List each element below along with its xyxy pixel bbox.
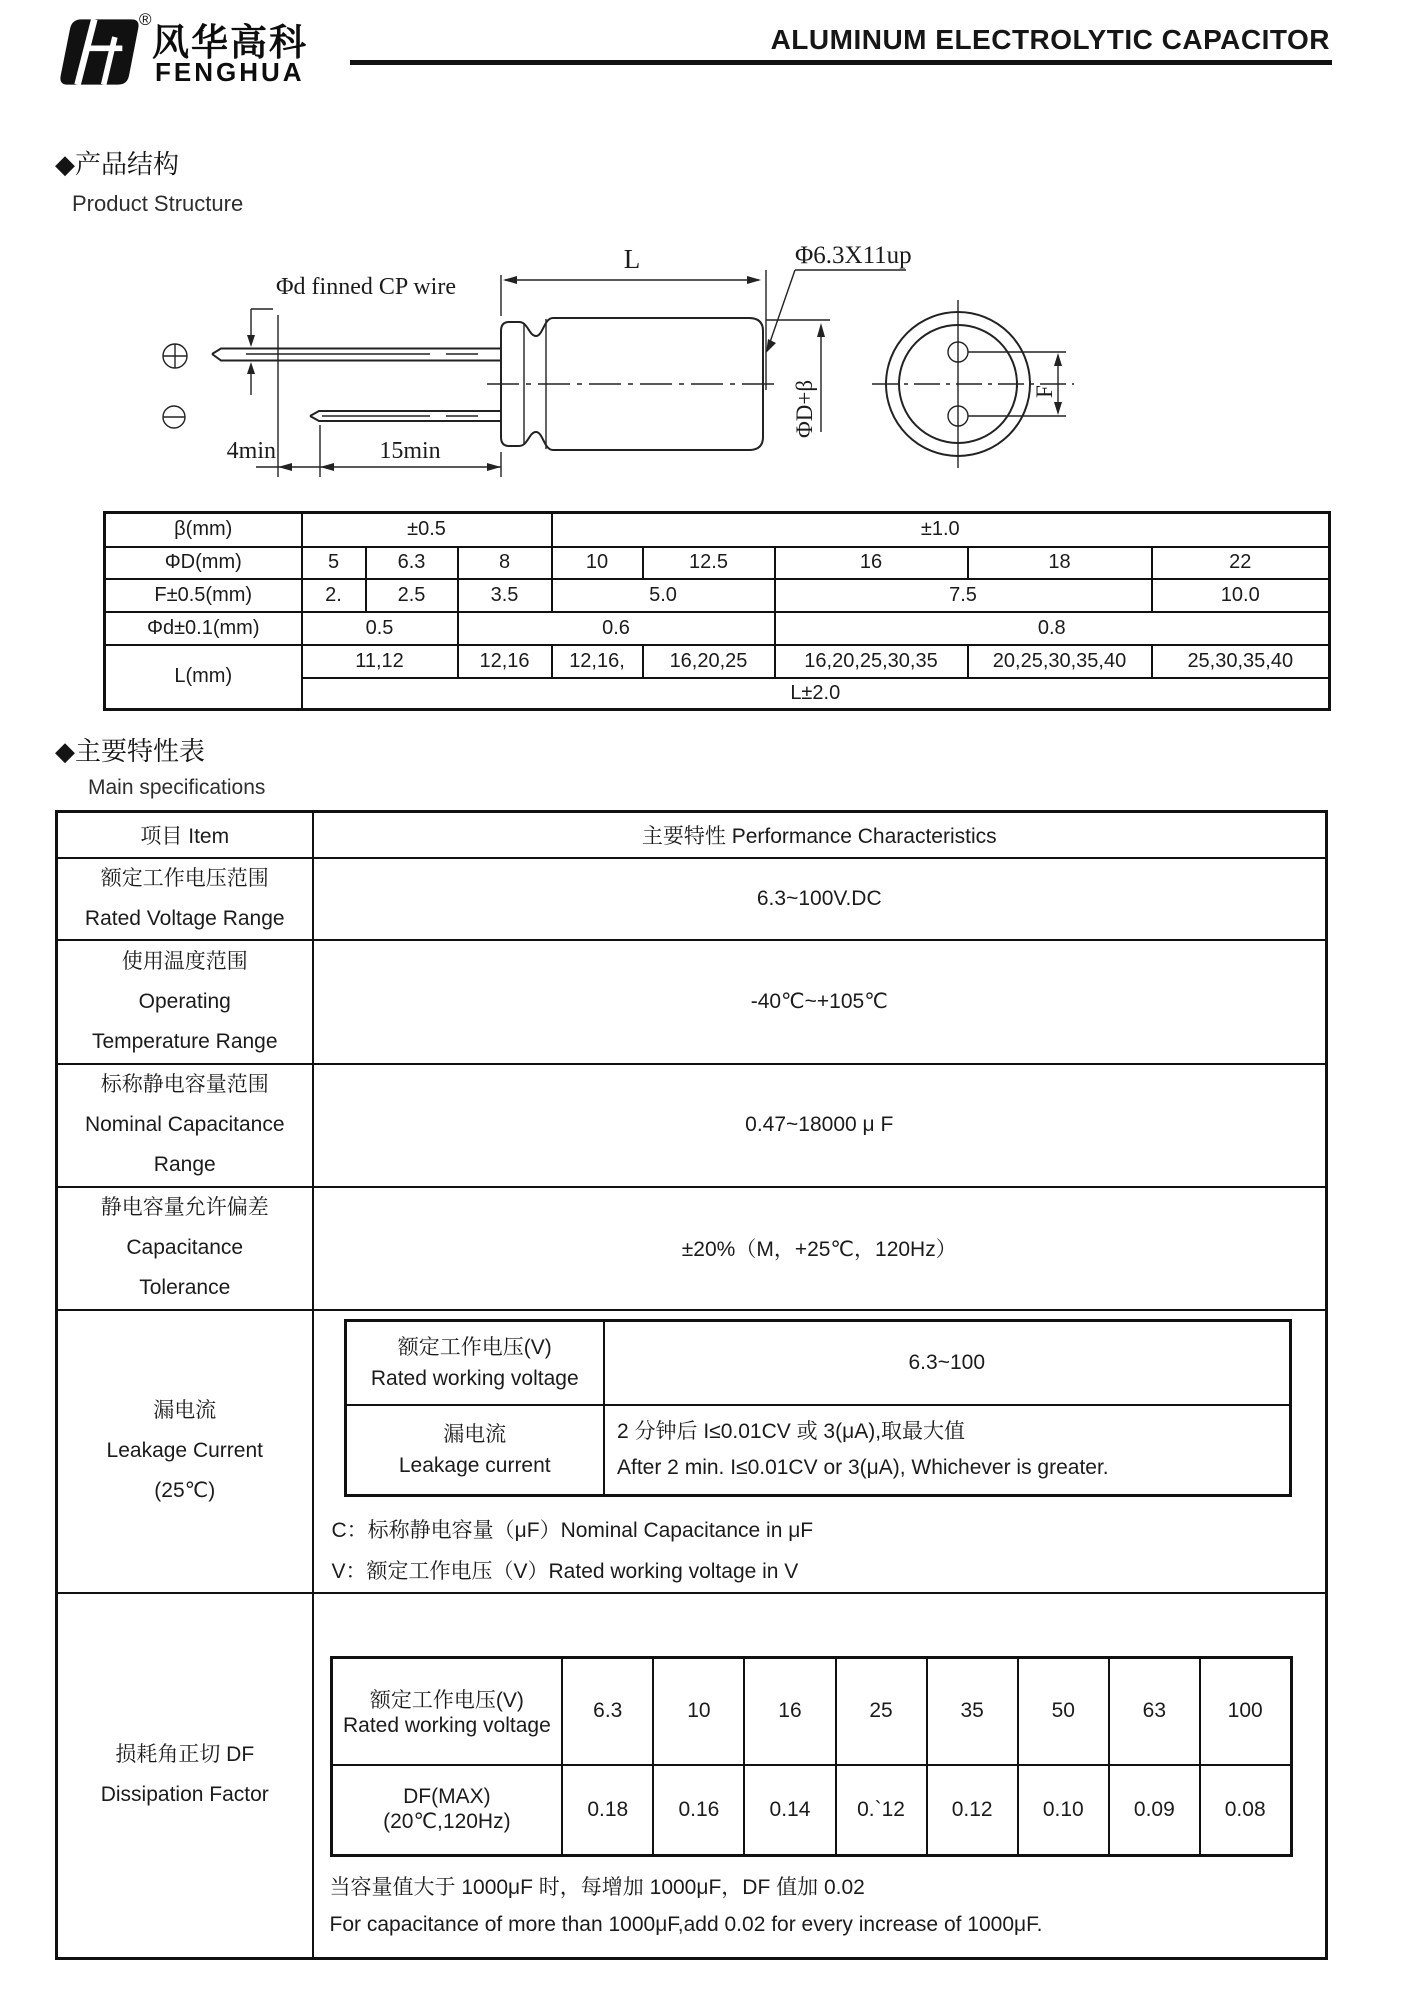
capacitance-label: 标称静电容量范围 Nominal Capacitance Range	[57, 1064, 313, 1187]
diameter-row: ΦD(mm) 5 6.3 8 10 12.5 16 18 22	[105, 547, 1330, 579]
leakage-voltage-label: 额定工作电压(V) Rated working voltage	[345, 1320, 604, 1405]
tolerance-row	[57, 1187, 1327, 1310]
leakage-current-label: 漏电流 Leakage current	[345, 1405, 604, 1495]
dissipation-label: 损耗角正切 DF Dissipation Factor	[57, 1593, 313, 1959]
header-item: 项目 Item	[57, 812, 313, 858]
leakage-value-cell	[313, 1310, 1327, 1593]
polarity-minus-icon	[163, 406, 185, 428]
brand-name-chinese: 风华高科	[152, 22, 308, 63]
spec-header-row	[57, 812, 1327, 858]
leakage-label: 漏电流 Leakage Current (25℃)	[57, 1310, 313, 1593]
length-dimension	[501, 270, 766, 390]
capacitor-body	[487, 318, 779, 450]
section-heading-main-specs-en: Main specifications	[88, 776, 266, 799]
lead-diameter-dimension	[247, 309, 273, 395]
sleeve-leader-line	[766, 270, 906, 353]
rated-voltage-label: 额定工作电压范围 Rated Voltage Range	[57, 858, 313, 940]
section-heading-main-specs-cn: ◆主要特性表	[55, 736, 205, 766]
section-heading-product-structure-en: Product Structure	[72, 191, 244, 216]
row-label: β(mm)	[105, 513, 302, 547]
dissipation-notes: 当容量值大于 1000μF 时，每增加 1000μF，DF 值加 0.02 For capacitance of more than 1000μF,add 0.02 for every increase of 1000μF.	[329, 1875, 1043, 1936]
df-max-label: DF(MAX) (20℃,120Hz)	[331, 1765, 562, 1855]
polarity-plus-icon	[163, 344, 187, 368]
lead-min15-label: 15min	[379, 438, 441, 464]
tolerance-value: ±20%（M，+25℃，120Hz）	[313, 1187, 1327, 1310]
beta-row: β(mm) ±0.5 ±1.0	[105, 513, 1330, 547]
main-specifications-table	[55, 810, 1328, 1960]
wire-diameter-row: Φd±0.1(mm) 0.5 0.6 0.8	[105, 612, 1330, 645]
brand-name-english: FENGHUA	[155, 57, 305, 87]
lead-wire-label: Φd finned CP wire	[276, 274, 456, 300]
lead-min4-label: 4min	[226, 438, 276, 464]
body-diameter-label: ΦD+β	[792, 379, 817, 438]
fenghua-logo-icon	[57, 16, 141, 88]
leakage-row	[57, 1310, 1327, 1593]
dimension-table	[103, 511, 1331, 711]
leakage-current-rule: 2 分钟后 I≤0.01CV 或 3(μA),取最大值 After 2 min. I≤0.01CV or 3(μA), Whichever is greater.	[604, 1405, 1290, 1495]
dissipation-row	[57, 1593, 1327, 1959]
dissipation-nested-table: 额定工作电压(V) Rated working voltage 6.3 10 16 25 35 50 63 100 DF(MAX) (20℃,120Hz) 0.18 0.16 0.14 0.`12 0.12 0.10 0.09 0.08	[330, 1656, 1293, 1857]
rated-voltage-row	[57, 858, 1327, 940]
capacitance-row	[57, 1064, 1327, 1187]
row-label: F±0.5(mm)	[105, 579, 302, 612]
leakage-notes: C：标称静电容量（μF）Nominal Capacitance in μF V：额定工作电压（V）Rated working voltage in V	[331, 1518, 814, 1583]
leakage-voltage-value: 6.3~100	[604, 1320, 1290, 1405]
leakage-nested-table	[344, 1319, 1292, 1497]
product-structure-diagram	[0, 235, 1411, 490]
page-title: ALUMINUM ELECTROLYTIC CAPACITOR	[770, 24, 1330, 55]
rated-voltage-value: 6.3~100V.DC	[313, 858, 1327, 940]
tolerance-label: 静电容量允许偏差 Capacitance Tolerance	[57, 1187, 313, 1310]
capacitance-value: 0.47~18000 μ F	[313, 1064, 1327, 1187]
lead-spacing-label: F	[1032, 385, 1057, 398]
section-heading-product-structure-cn: ◆产品结构	[55, 149, 179, 179]
df-voltage-label: 额定工作电压(V) Rated working voltage	[331, 1657, 562, 1765]
registered-trademark-icon: ®	[139, 10, 152, 29]
row-label: Φd±0.1(mm)	[105, 612, 302, 645]
row-label: ΦD(mm)	[105, 547, 302, 579]
dissipation-value-cell	[313, 1593, 1327, 1959]
header-divider	[350, 60, 1332, 65]
temperature-label: 使用温度范围 Operating Temperature Range	[57, 940, 313, 1064]
length-tolerance-row: L±2.0	[105, 678, 1330, 710]
length-label: L	[623, 244, 641, 274]
capacitor-end-view	[872, 300, 1074, 468]
temperature-row	[57, 940, 1327, 1064]
row-label: L(mm)	[105, 645, 302, 710]
header-performance: 主要特性 Performance Characteristics	[313, 812, 1327, 858]
lead-spacing-row: F±0.5(mm) 2. 2.5 3.5 5.0 7.5 10.0	[105, 579, 1330, 612]
sleeve-size-label: Φ6.3X11up	[795, 242, 912, 269]
length-row: L(mm) 11,12 12,16 12,16, 16,20,25 16,20,25,30,35 20,25,30,35,40 25,30,35,40	[105, 645, 1330, 678]
temperature-value: -40℃~+105℃	[313, 940, 1327, 1064]
capacitor-leads	[212, 349, 501, 422]
